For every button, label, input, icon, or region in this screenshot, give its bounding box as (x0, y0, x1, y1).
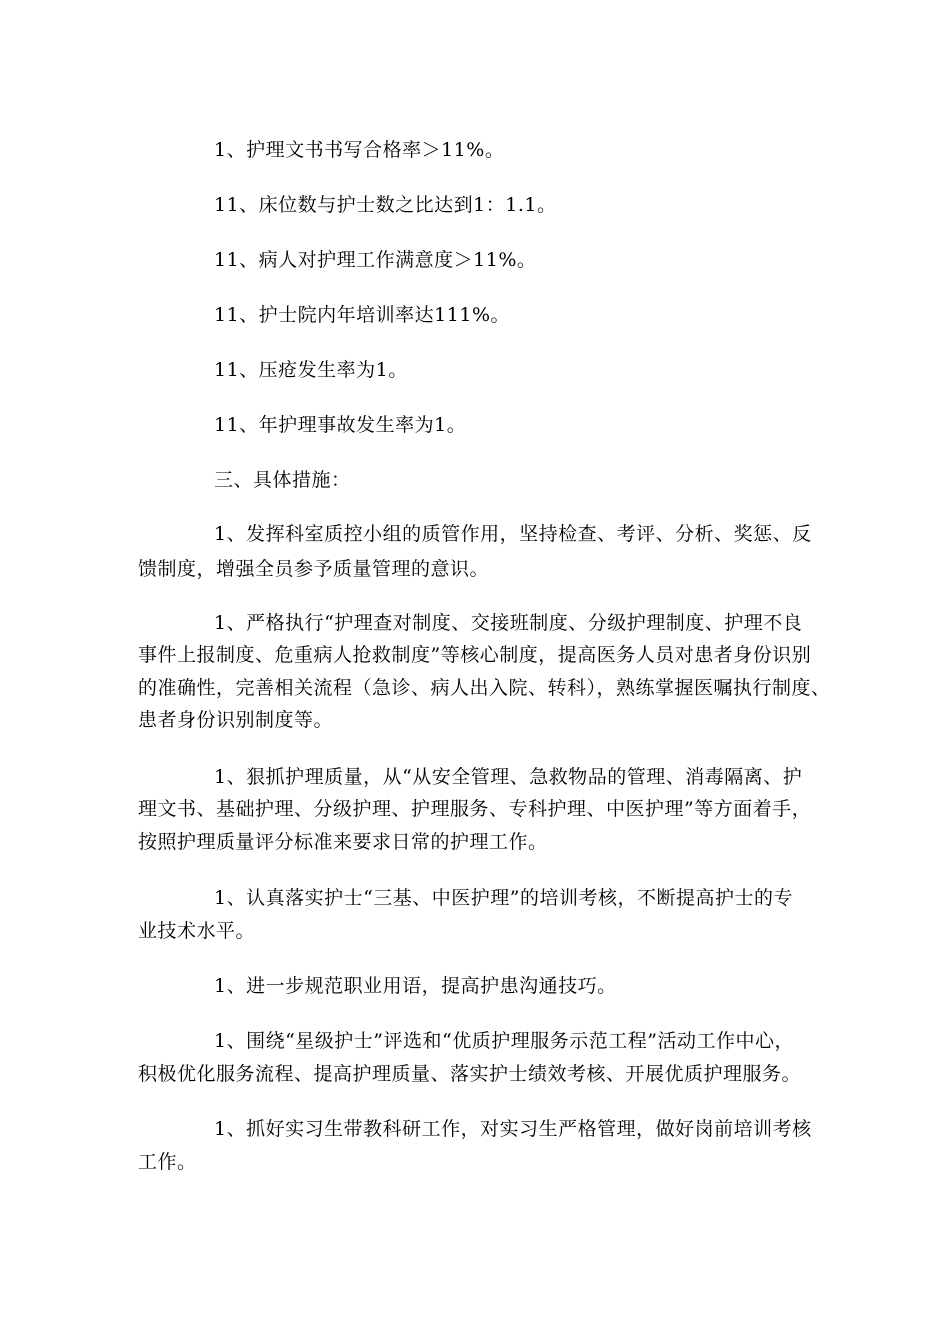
paragraph-line: 事件上报制度、危重病人抢救制度”等核心制度，提高医务人员对患者身份识别 (138, 644, 812, 666)
paragraph-line: 1、抓好实习生带教科研工作，对实习生严格管理，做好岗前培训考核 (214, 1118, 812, 1140)
paragraph-line: 工作。 (138, 1151, 197, 1173)
list-item: 11、病人对护理工作满意度＞11%。 (214, 249, 537, 271)
list-item: 11、床位数与护士数之比达到1：1.1。 (214, 194, 557, 216)
paragraph-line: 按照护理质量评分标准来要求日常的护理工作。 (138, 831, 548, 853)
list-item: 11、年护理事故发生率为1。 (214, 414, 467, 436)
paragraph-line: 1、进一步规范职业用语，提高护患沟通技巧。 (214, 975, 617, 997)
list-item: 1、护理文书书写合格率＞11%。 (214, 139, 505, 161)
list-item: 11、压疮发生率为1。 (214, 359, 408, 381)
section-heading: 三、具体措施： (214, 469, 351, 491)
paragraph-line: 积极优化服务流程、提高护理质量、落实护士绩效考核、开展优质护理服务。 (138, 1063, 802, 1085)
paragraph-line: 的准确性，完善相关流程（急诊、病人出入院、转科），熟练掌握医嘱执行制度、 (138, 677, 831, 699)
paragraph-line: 患者身份识别制度等。 (138, 709, 334, 731)
paragraph-line: 1、严格执行“护理查对制度、交接班制度、分级护理制度、护理不良 (214, 612, 803, 634)
paragraph-line: 馈制度，增强全员参予质量管理的意识。 (138, 558, 490, 580)
paragraph-line: 1、认真落实护士“三基、中医护理”的培训考核，不断提高护士的专 (214, 887, 794, 909)
paragraph-line: 1、围绕“星级护士”评选和“优质护理服务示范工程”活动工作中心， (214, 1030, 794, 1052)
paragraph-line: 业技术水平。 (138, 920, 256, 942)
paragraph-line: 1、狠抓护理质量，从“从安全管理、急救物品的管理、消毒隔离、护 (214, 766, 803, 788)
paragraph-line: 理文书、基础护理、分级护理、护理服务、专科护理、中医护理”等方面着手， (138, 798, 812, 820)
list-item: 11、护士院内年培训率达111%。 (214, 304, 510, 326)
paragraph-line: 1、发挥科室质控小组的质管作用，坚持检查、考评、分析、奖惩、反 (214, 523, 812, 545)
